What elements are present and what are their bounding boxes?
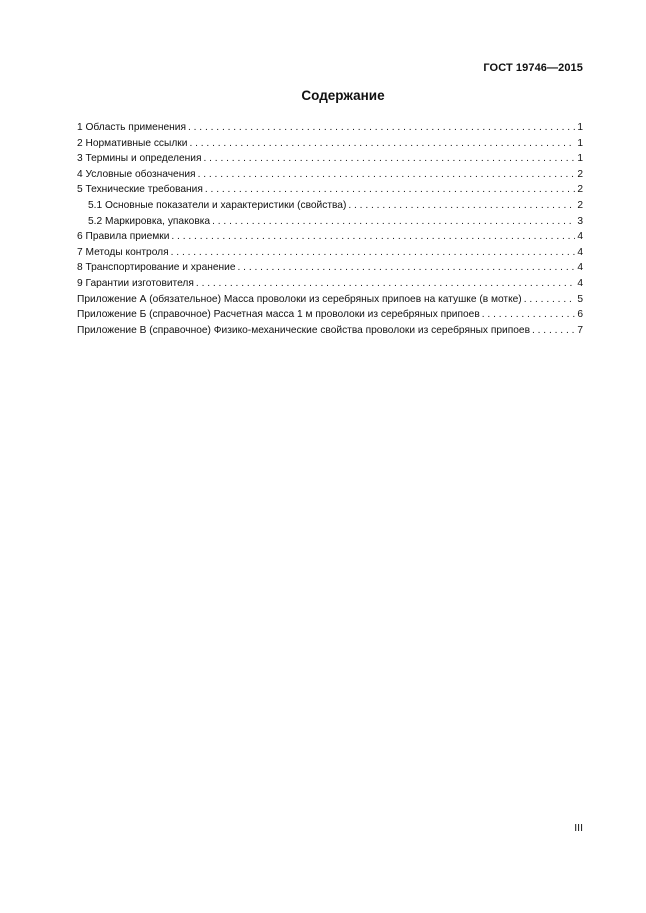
toc-leader-dots (482, 307, 576, 323)
toc-entry-label: 8 Транспортирование и хранение (77, 262, 236, 274)
toc-entry-appendix[interactable] (77, 292, 583, 308)
toc-leader-dots (171, 229, 575, 245)
toc-entry-page: 4 (577, 246, 583, 258)
toc-leader-dots (188, 120, 575, 136)
toc-leader-dots (203, 151, 575, 167)
toc-entry[interactable] (77, 120, 583, 136)
toc-entry-label: 1 Область применения (77, 122, 186, 133)
toc-title: Содержание (301, 88, 385, 103)
toc-entry-label: 7 Методы контроля (77, 246, 169, 258)
toc-entry[interactable] (77, 260, 583, 276)
table-of-contents (77, 120, 583, 338)
toc-entry-page: 4 (577, 262, 583, 274)
toc-entry[interactable] (77, 245, 583, 261)
toc-entry[interactable] (77, 182, 583, 198)
toc-entry[interactable] (77, 136, 583, 152)
toc-entry-label: Приложение Б (справочное) Расчетная масса 1 м проволоки из серебряных припоев (77, 309, 480, 321)
toc-entry-page: 4 (577, 277, 583, 289)
toc-entry-page: 2 (577, 168, 583, 180)
toc-subentry[interactable] (77, 198, 583, 214)
toc-entry[interactable] (77, 167, 583, 183)
toc-entry-label: 2 Нормативные ссылки (77, 137, 188, 149)
toc-entry-label: Приложение А (обязательное) Масса проволоки из серебряных припоев на катушке (в мотке) (77, 293, 522, 305)
toc-leader-dots (171, 245, 576, 261)
toc-entry-page: 1 (577, 122, 583, 133)
toc-leader-dots (212, 214, 575, 230)
toc-entry-page: 6 (577, 309, 583, 321)
toc-entry-label: 5.1 Основные показатели и характеристики (свойства) (88, 199, 347, 211)
toc-entry-page: 2 (577, 199, 583, 211)
toc-entry-appendix[interactable] (77, 323, 583, 339)
toc-entry-page: 4 (577, 231, 583, 243)
toc-leader-dots (238, 260, 576, 276)
toc-entry-label: 5 Технические требования (77, 184, 203, 196)
toc-leader-dots (196, 276, 575, 292)
toc-entry-label: 9 Гарантии изготовителя (77, 277, 194, 289)
toc-leader-dots (189, 136, 575, 152)
page-number: III (574, 822, 583, 834)
toc-entry-label: Приложение В (справочное) Физико-механические свойства проволоки из серебряных припоев (77, 324, 530, 336)
toc-leader-dots (524, 292, 576, 308)
toc-entry-label: 6 Правила приемки (77, 231, 170, 243)
toc-leader-dots (205, 182, 575, 198)
toc-subentry[interactable] (77, 214, 583, 230)
toc-entry-page: 1 (577, 137, 583, 149)
toc-entry-label: 3 Термины и определения (77, 153, 202, 165)
toc-leader-dots (348, 198, 575, 214)
toc-entry-page: 1 (577, 153, 583, 165)
toc-entry-page: 7 (577, 324, 583, 336)
toc-entry[interactable] (77, 229, 583, 245)
toc-entry-page: 5 (577, 293, 583, 305)
toc-entry-label: 4 Условные обозначения (77, 168, 196, 180)
toc-entry[interactable] (77, 151, 583, 167)
document-code: ГОСТ 19746—2015 (483, 62, 583, 74)
toc-entry-page: 2 (577, 184, 583, 196)
toc-entry[interactable] (77, 276, 583, 292)
toc-leader-dots (532, 323, 575, 339)
toc-leader-dots (198, 167, 576, 183)
toc-entry-label: 5.2 Маркировка, упаковка (88, 215, 211, 227)
toc-entry-appendix[interactable] (77, 307, 583, 323)
toc-entry-page: 3 (577, 215, 583, 227)
